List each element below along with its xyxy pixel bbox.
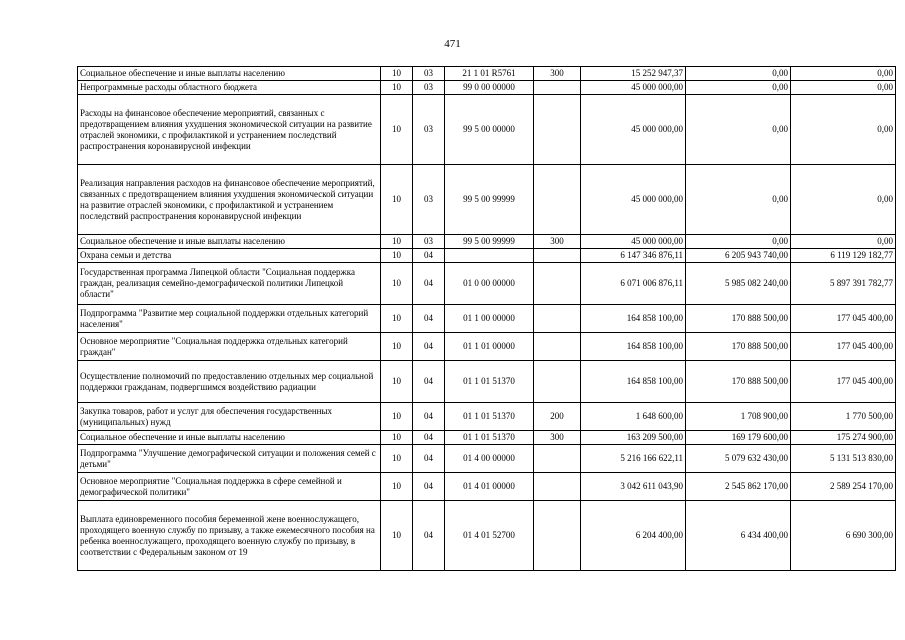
row-subsection: 04 (413, 249, 445, 263)
row-target-article: 01 1 01 51370 (445, 431, 534, 445)
row-name: Социальное обеспечение и иные выплаты населению (78, 431, 381, 445)
row-expense-type (534, 95, 581, 165)
row-amount-year-1: 6 204 400,00 (581, 501, 686, 571)
row-amount-year-1: 45 000 000,00 (581, 165, 686, 235)
row-section: 10 (381, 165, 413, 235)
table-row (78, 235, 896, 249)
row-expense-type (534, 165, 581, 235)
row-subsection: 04 (413, 361, 445, 403)
row-target-article: 01 4 01 00000 (445, 473, 534, 501)
row-amount-year-3: 6 690 300,00 (791, 501, 896, 571)
row-name: Реализация направления расходов на финансовое обеспечение мероприятий, связанных с предотвращением влияния ухудшения экономической ситуации на развитие отраслей экономики, с профилактикой и устранением последствий распространения коронавирусной инфекции (78, 165, 381, 235)
row-amount-year-2: 2 545 862 170,00 (686, 473, 791, 501)
row-section: 10 (381, 501, 413, 571)
row-section: 10 (381, 305, 413, 333)
row-amount-year-2: 6 434 400,00 (686, 501, 791, 571)
table-row (78, 95, 896, 165)
row-amount-year-2: 170 888 500,00 (686, 305, 791, 333)
table-row (78, 501, 896, 571)
row-section: 10 (381, 403, 413, 431)
row-subsection: 04 (413, 501, 445, 571)
row-target-article: 01 0 00 00000 (445, 263, 534, 305)
table-row (78, 403, 896, 431)
row-expense-type: 300 (534, 67, 581, 81)
row-expense-type (534, 473, 581, 501)
row-amount-year-1: 164 858 100,00 (581, 361, 686, 403)
row-subsection: 04 (413, 445, 445, 473)
row-subsection: 03 (413, 81, 445, 95)
row-target-article: 99 5 00 00000 (445, 95, 534, 165)
row-amount-year-1: 164 858 100,00 (581, 305, 686, 333)
row-amount-year-1: 163 209 500,00 (581, 431, 686, 445)
row-amount-year-1: 1 648 600,00 (581, 403, 686, 431)
row-subsection: 04 (413, 305, 445, 333)
row-amount-year-2: 0,00 (686, 165, 791, 235)
row-amount-year-2: 6 205 943 740,00 (686, 249, 791, 263)
row-subsection: 04 (413, 263, 445, 305)
table-row (78, 81, 896, 95)
table-row (78, 445, 896, 473)
row-expense-type: 200 (534, 403, 581, 431)
table-row (78, 263, 896, 305)
row-expense-type (534, 263, 581, 305)
table-row (78, 333, 896, 361)
table-row (78, 67, 896, 81)
row-amount-year-2: 170 888 500,00 (686, 361, 791, 403)
row-amount-year-1: 5 216 166 622,11 (581, 445, 686, 473)
row-expense-type (534, 305, 581, 333)
row-amount-year-2: 5 985 082 240,00 (686, 263, 791, 305)
row-amount-year-2: 169 179 600,00 (686, 431, 791, 445)
row-amount-year-2: 0,00 (686, 95, 791, 165)
row-amount-year-2: 1 708 900,00 (686, 403, 791, 431)
row-target-article: 99 5 00 99999 (445, 165, 534, 235)
row-subsection: 04 (413, 431, 445, 445)
row-subsection: 03 (413, 235, 445, 249)
row-section: 10 (381, 431, 413, 445)
row-section: 10 (381, 81, 413, 95)
row-target-article: 01 1 00 00000 (445, 305, 534, 333)
row-amount-year-3: 6 119 129 182,77 (791, 249, 896, 263)
row-amount-year-1: 15 252 947,37 (581, 67, 686, 81)
row-subsection: 03 (413, 165, 445, 235)
budget-table-body (78, 67, 896, 571)
row-target-article: 99 5 00 99999 (445, 235, 534, 249)
row-name: Подпрограмма "Развитие мер социальной поддержки отдельных категорий населения" (78, 305, 381, 333)
row-subsection: 04 (413, 333, 445, 361)
row-amount-year-3: 5 131 513 830,00 (791, 445, 896, 473)
row-amount-year-3: 177 045 400,00 (791, 305, 896, 333)
table-row (78, 165, 896, 235)
row-name: Осуществление полномочий по предоставлению отдельных мер социальной поддержки гражданам, подвергшимся воздействию радиации (78, 361, 381, 403)
row-subsection: 03 (413, 67, 445, 81)
row-name: Подпрограмма "Улучшение демографической ситуации и положения семей с детьми" (78, 445, 381, 473)
row-amount-year-2: 0,00 (686, 81, 791, 95)
row-expense-type (534, 445, 581, 473)
row-name: Охрана семьи и детства (78, 249, 381, 263)
row-amount-year-2: 5 079 632 430,00 (686, 445, 791, 473)
table-row (78, 473, 896, 501)
row-target-article: 01 1 01 00000 (445, 333, 534, 361)
row-amount-year-1: 3 042 611 043,90 (581, 473, 686, 501)
row-target-article (445, 249, 534, 263)
row-section: 10 (381, 95, 413, 165)
row-amount-year-1: 45 000 000,00 (581, 81, 686, 95)
page-number: 471 (444, 38, 461, 50)
row-target-article: 01 4 01 52700 (445, 501, 534, 571)
row-section: 10 (381, 473, 413, 501)
budget-table (77, 66, 896, 571)
row-amount-year-3: 5 897 391 782,77 (791, 263, 896, 305)
row-amount-year-3: 0,00 (791, 165, 896, 235)
row-expense-type (534, 249, 581, 263)
row-target-article: 99 0 00 00000 (445, 81, 534, 95)
row-name: Выплата единовременного пособия беременной жене военнослужащего, проходящего военную службу по призыву, а также ежемесячного пособия на ребенка военнослужащего, проходящего военную службу по призыву, в соответствии с Федеральным законом от 19 (78, 501, 381, 571)
row-target-article: 01 4 00 00000 (445, 445, 534, 473)
row-target-article: 01 1 01 51370 (445, 403, 534, 431)
row-amount-year-3: 177 045 400,00 (791, 361, 896, 403)
table-row (78, 305, 896, 333)
row-section: 10 (381, 445, 413, 473)
row-section: 10 (381, 361, 413, 403)
row-amount-year-3: 1 770 500,00 (791, 403, 896, 431)
row-target-article: 01 1 01 51370 (445, 361, 534, 403)
row-expense-type: 300 (534, 431, 581, 445)
row-amount-year-3: 0,00 (791, 67, 896, 81)
row-name: Социальное обеспечение и иные выплаты населению (78, 235, 381, 249)
row-amount-year-1: 6 071 006 876,11 (581, 263, 686, 305)
row-amount-year-2: 0,00 (686, 67, 791, 81)
row-target-article: 21 1 01 R5761 (445, 67, 534, 81)
row-expense-type: 300 (534, 235, 581, 249)
row-amount-year-3: 0,00 (791, 95, 896, 165)
row-expense-type (534, 361, 581, 403)
table-row (78, 431, 896, 445)
row-expense-type (534, 501, 581, 571)
row-subsection: 04 (413, 473, 445, 501)
row-expense-type (534, 81, 581, 95)
row-name: Социальное обеспечение и иные выплаты населению (78, 67, 381, 81)
row-section: 10 (381, 67, 413, 81)
row-amount-year-2: 0,00 (686, 235, 791, 249)
row-subsection: 04 (413, 403, 445, 431)
row-amount-year-3: 2 589 254 170,00 (791, 473, 896, 501)
table-row (78, 361, 896, 403)
row-name: Непрограммные расходы областного бюджета (78, 81, 381, 95)
row-amount-year-3: 0,00 (791, 235, 896, 249)
row-amount-year-3: 177 045 400,00 (791, 333, 896, 361)
row-section: 10 (381, 249, 413, 263)
row-expense-type (534, 333, 581, 361)
row-amount-year-3: 0,00 (791, 81, 896, 95)
row-subsection: 03 (413, 95, 445, 165)
row-amount-year-3: 175 274 900,00 (791, 431, 896, 445)
table-row (78, 249, 896, 263)
row-name: Государственная программа Липецкой области "Социальная поддержка граждан, реализация семейно-демографической политики Липецкой области" (78, 263, 381, 305)
row-name: Основное мероприятие "Социальная поддержка отдельных категорий граждан" (78, 333, 381, 361)
row-name: Расходы на финансовое обеспечение мероприятий, связанных с предотвращением влияния ухудшения экономической ситуации на развитие отраслей экономики, с профилактикой и устранением последствий распространения коронавирусной инфекции (78, 95, 381, 165)
row-section: 10 (381, 333, 413, 361)
row-amount-year-1: 45 000 000,00 (581, 95, 686, 165)
row-amount-year-1: 45 000 000,00 (581, 235, 686, 249)
row-section: 10 (381, 263, 413, 305)
row-amount-year-1: 6 147 346 876,11 (581, 249, 686, 263)
row-name: Основное мероприятие "Социальная поддержка в сфере семейной и демографической политики" (78, 473, 381, 501)
row-name: Закупка товаров, работ и услуг для обеспечения государственных (муниципальных) нужд (78, 403, 381, 431)
row-amount-year-2: 170 888 500,00 (686, 333, 791, 361)
row-section: 10 (381, 235, 413, 249)
row-amount-year-1: 164 858 100,00 (581, 333, 686, 361)
